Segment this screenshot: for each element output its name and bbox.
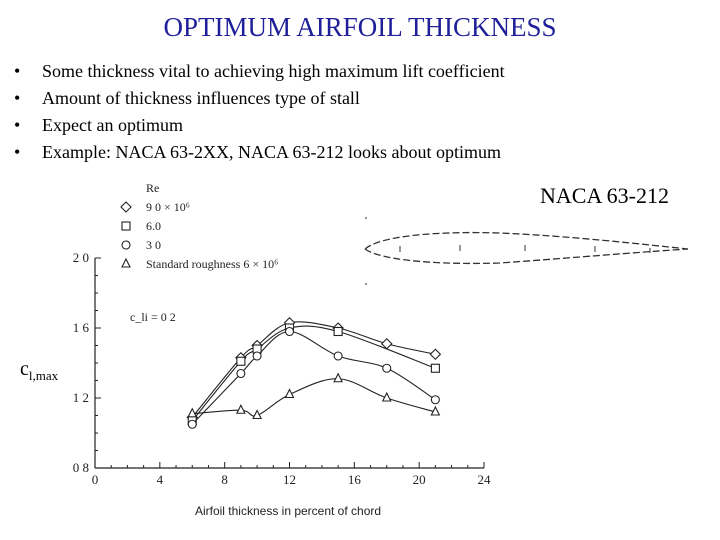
series-diamond — [187, 318, 440, 423]
x-tick-label: 8 — [221, 472, 228, 487]
series-line-square — [192, 326, 435, 421]
x-tick-label: 24 — [477, 472, 491, 487]
legend-marker-circle — [122, 241, 130, 249]
data-point-square — [237, 357, 245, 365]
x-axis-label: Airfoil thickness in percent of chord — [194, 504, 382, 518]
data-point-diamond — [430, 349, 440, 359]
plot-frame — [95, 258, 484, 468]
bullet-dot: • — [14, 61, 21, 81]
data-point-triangle — [188, 409, 196, 417]
data-point-circle — [237, 370, 245, 378]
data-point-square — [334, 328, 342, 336]
series-triangle — [188, 374, 439, 419]
series-square — [188, 324, 439, 425]
bullet-list — [14, 58, 505, 166]
bullet-dot: • — [14, 142, 21, 162]
legend-marker-square — [122, 222, 130, 230]
legend-entry-label: Standard roughness 6 × 10⁶ — [146, 257, 279, 271]
data-point-triangle — [334, 374, 342, 382]
data-point-circle — [383, 364, 391, 372]
design-lift-annotation: c_li = 0 2 — [130, 310, 176, 324]
legend — [121, 200, 278, 271]
y-tick-label: 1 2 — [72, 390, 89, 405]
data-point-circle — [253, 352, 261, 360]
bullet-dot: • — [14, 115, 21, 135]
bullet-text: Some thickness vital to achieving high maximum lift coefficient — [42, 61, 505, 81]
y-axis-label-subscript: l,max — [28, 368, 59, 383]
legend-marker-triangle — [122, 259, 130, 267]
x-tick-label: 4 — [156, 472, 164, 487]
y-axis-label — [20, 358, 58, 384]
data-point-circle — [334, 352, 342, 360]
y-axis-label-main: c — [20, 358, 29, 380]
y-tick-label: 0 8 — [72, 460, 89, 475]
x-tick-label: 0 — [91, 472, 99, 487]
series-circle — [188, 328, 439, 429]
bullet-dot: • — [14, 88, 21, 108]
series-line-diamond — [192, 322, 435, 417]
data-point-circle — [431, 396, 439, 404]
legend-entry-label: 6.0 — [146, 219, 161, 233]
legend-entry-label: 3 0 — [146, 238, 161, 252]
legend-marker-diamond — [121, 202, 131, 212]
data-point-circle — [188, 420, 196, 428]
y-tick-label: 1 6 — [72, 320, 89, 335]
data-point-triangle — [237, 405, 245, 413]
slide-title: OPTIMUM AIRFOIL THICKNESS — [163, 12, 557, 42]
series-group — [187, 318, 440, 429]
bullet-item — [14, 112, 505, 139]
bullet-item — [14, 85, 505, 112]
x-tick-label: 20 — [412, 472, 426, 487]
x-tick-label: 16 — [347, 472, 361, 487]
bullet-text: Amount of thickness influences type of stall — [42, 88, 360, 108]
legend-entry-label: 9 0 × 10⁶ — [146, 200, 190, 214]
legend-title: Re — [146, 181, 160, 195]
bullet-text: Example: NACA 63-2XX, NACA 63-212 looks about optimum — [42, 142, 501, 162]
data-point-circle — [286, 328, 294, 336]
data-point-square — [431, 364, 439, 372]
axis-ticks — [73, 250, 491, 487]
bullet-item — [14, 58, 505, 85]
airfoil-label: NACA 63-212 — [540, 183, 669, 208]
series-line-triangle — [192, 379, 435, 416]
bullet-text: Expect an optimum — [42, 115, 183, 135]
y-tick-label: 2 0 — [72, 250, 89, 265]
bullet-item — [14, 139, 505, 166]
chart — [0, 178, 520, 540]
x-tick-label: 12 — [283, 472, 296, 487]
